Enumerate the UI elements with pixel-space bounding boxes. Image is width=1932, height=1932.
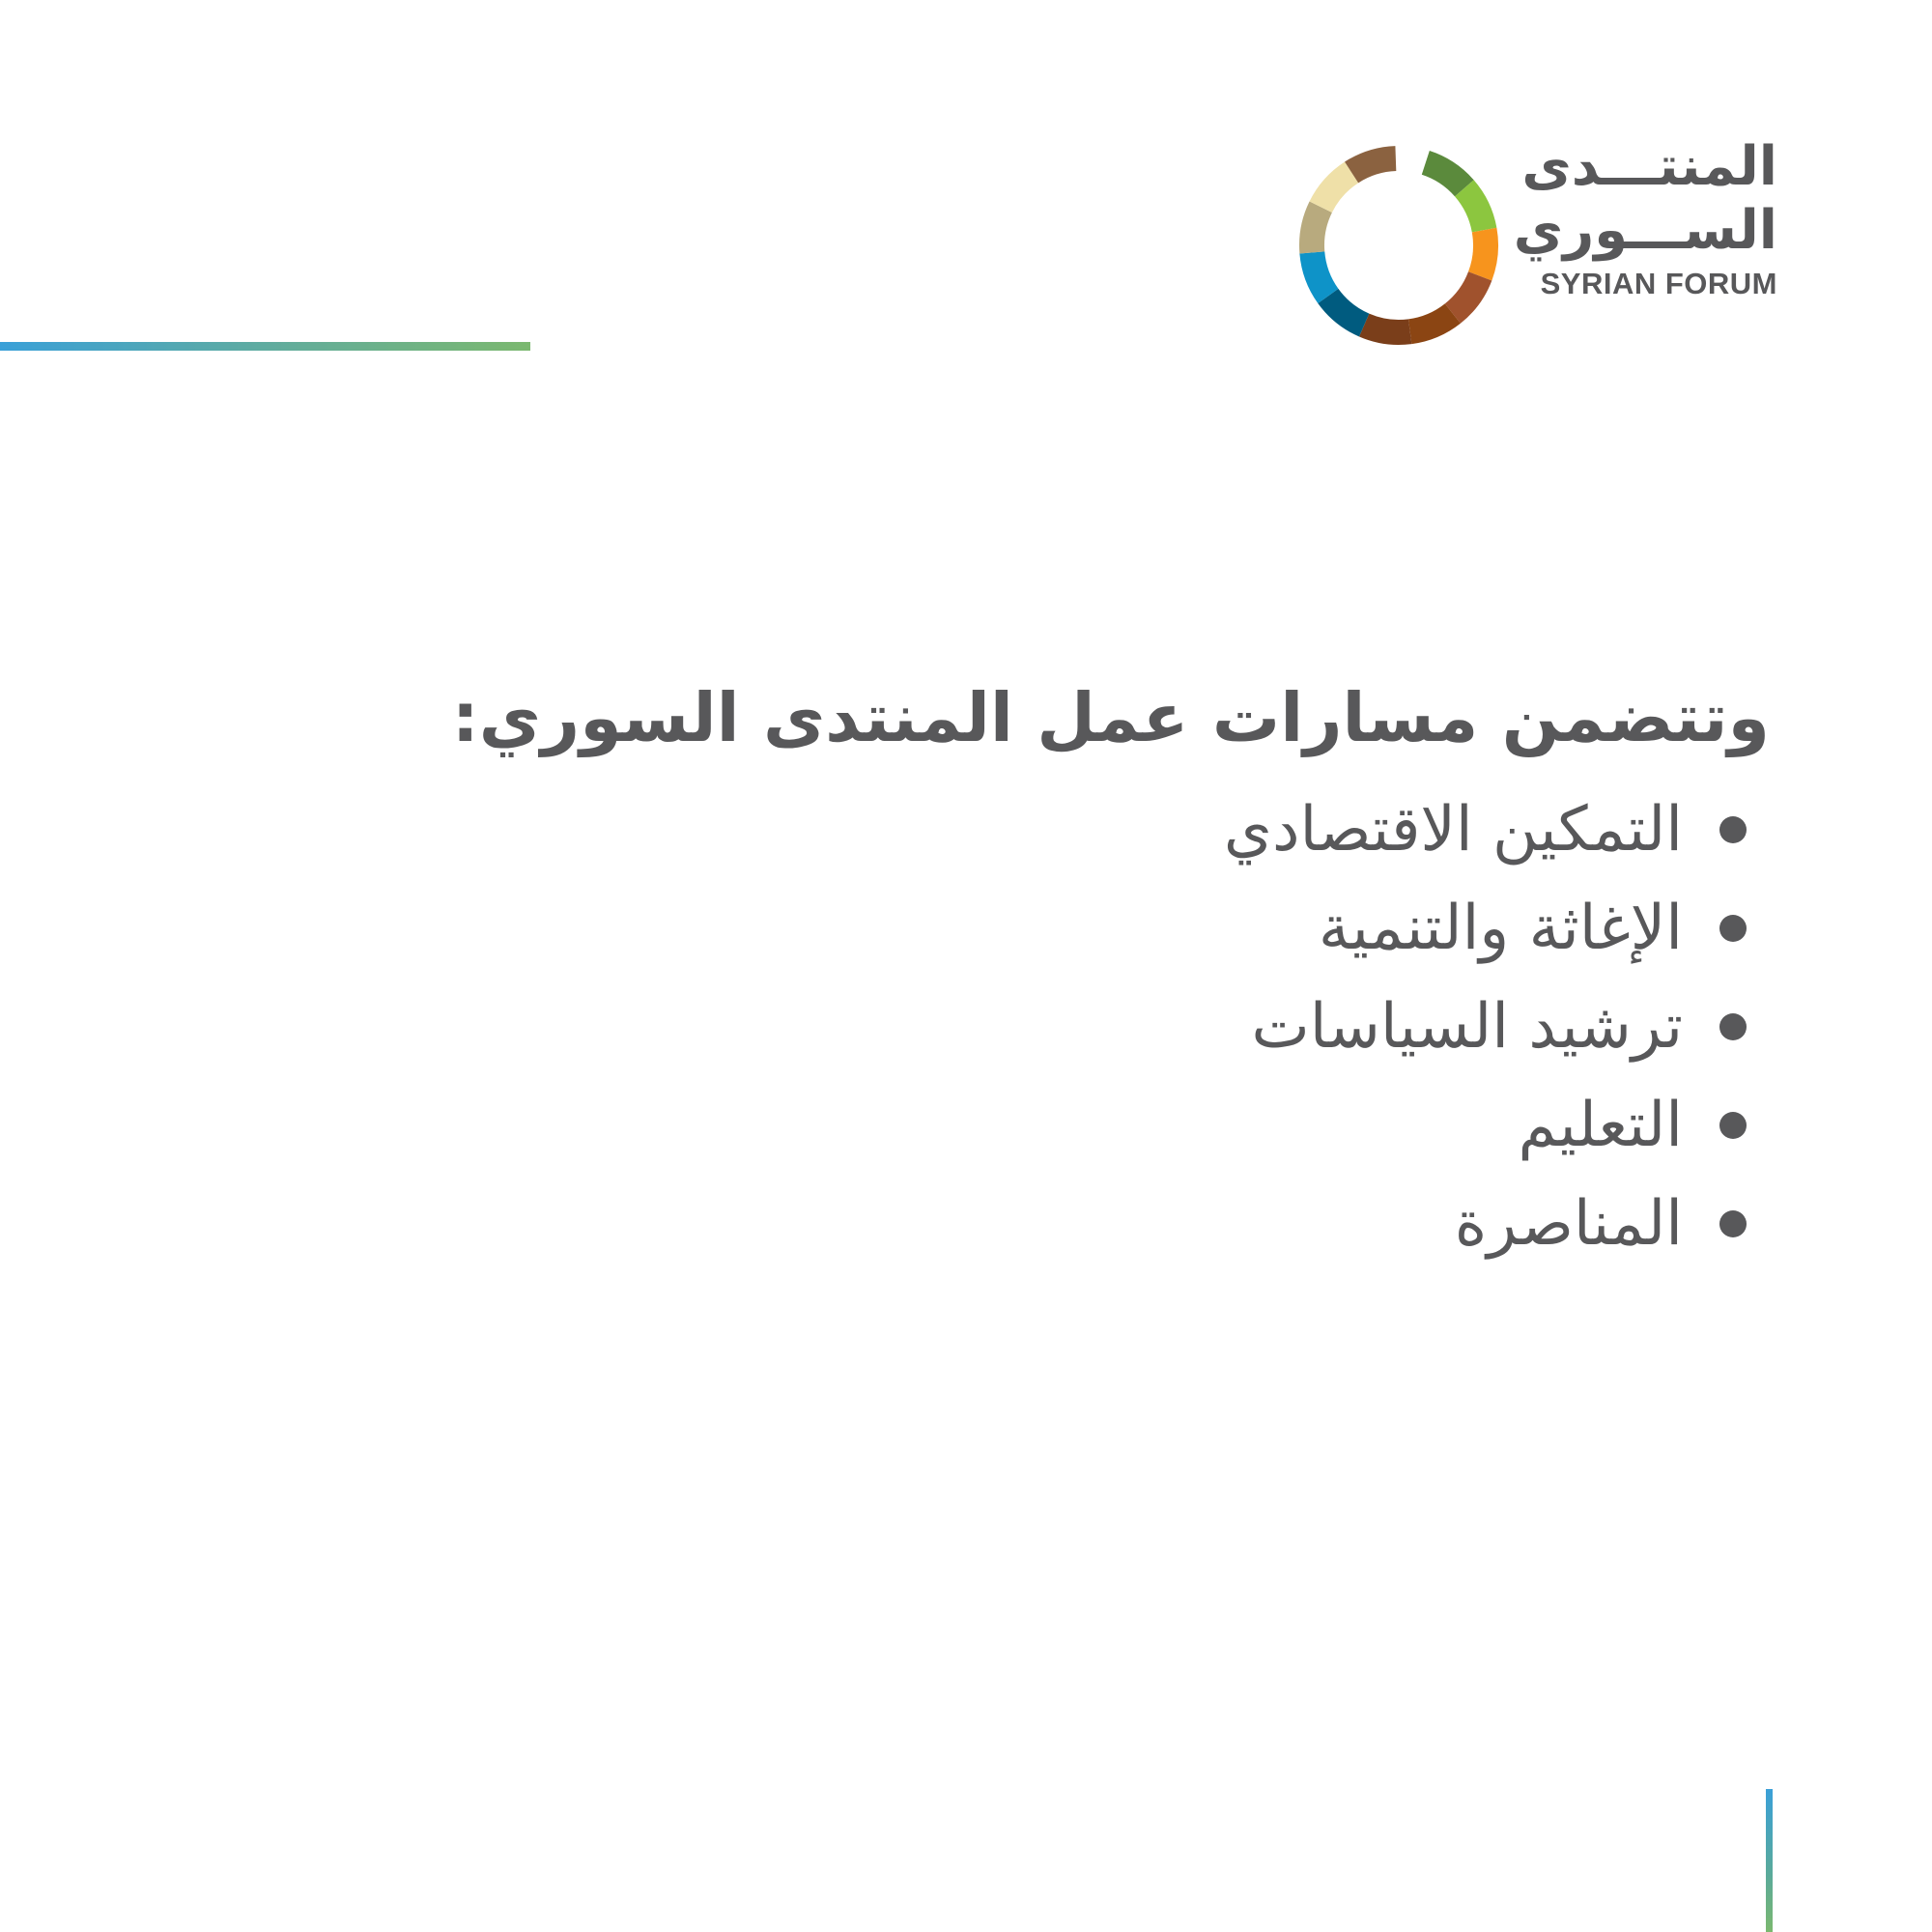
bullet-icon bbox=[1719, 1013, 1747, 1040]
bottom-accent-line bbox=[1766, 1789, 1773, 1932]
ring-segment bbox=[1364, 326, 1409, 332]
track-item-policy-guidance bbox=[417, 978, 1770, 1076]
logo-wordmark bbox=[1513, 135, 1777, 301]
track-label: المناصرة bbox=[1454, 1188, 1683, 1260]
track-label: الإغاثة والتنمية bbox=[1318, 893, 1683, 964]
logo-name-ar-line2: الســـوري bbox=[1513, 199, 1777, 262]
track-label: التعليم bbox=[1518, 1090, 1683, 1161]
bullet-icon bbox=[1719, 1210, 1747, 1237]
ring-segment bbox=[1351, 158, 1396, 172]
ring-segment bbox=[1480, 230, 1486, 276]
bullet-icon bbox=[1719, 816, 1747, 843]
ring-segment bbox=[1321, 172, 1351, 207]
syrian-forum-logo bbox=[1294, 135, 1777, 348]
ring-segment bbox=[1464, 188, 1485, 230]
ring-segment bbox=[1410, 314, 1453, 332]
ring-segment bbox=[1328, 296, 1364, 325]
logo-name-en: SYRIAN FORUM bbox=[1540, 267, 1777, 300]
ring-segment bbox=[1453, 276, 1480, 314]
logo-ring-icon bbox=[1294, 141, 1503, 350]
tracks-list bbox=[417, 781, 1770, 1273]
track-item-economic-empowerment bbox=[417, 781, 1770, 879]
track-label: ترشيد السياسات bbox=[1251, 991, 1683, 1063]
top-accent-line bbox=[0, 342, 530, 351]
ring-segment bbox=[1426, 162, 1464, 187]
ring-segment bbox=[1312, 252, 1328, 296]
track-item-advocacy bbox=[417, 1175, 1770, 1273]
track-item-education bbox=[417, 1076, 1770, 1175]
track-label: التمكين الاقتصادي bbox=[1223, 794, 1683, 866]
ring-segments bbox=[1312, 158, 1486, 332]
bullet-icon bbox=[1719, 915, 1747, 942]
tracks-section bbox=[417, 665, 1770, 1273]
logo-name-ar-line1: المنتـــدى bbox=[1521, 135, 1777, 198]
section-heading: وتتضمن مسارات عمل المنتدى السوري: bbox=[451, 678, 1770, 757]
ring-segment bbox=[1312, 207, 1321, 252]
bullet-icon bbox=[1719, 1112, 1747, 1139]
track-item-relief-development bbox=[417, 879, 1770, 978]
